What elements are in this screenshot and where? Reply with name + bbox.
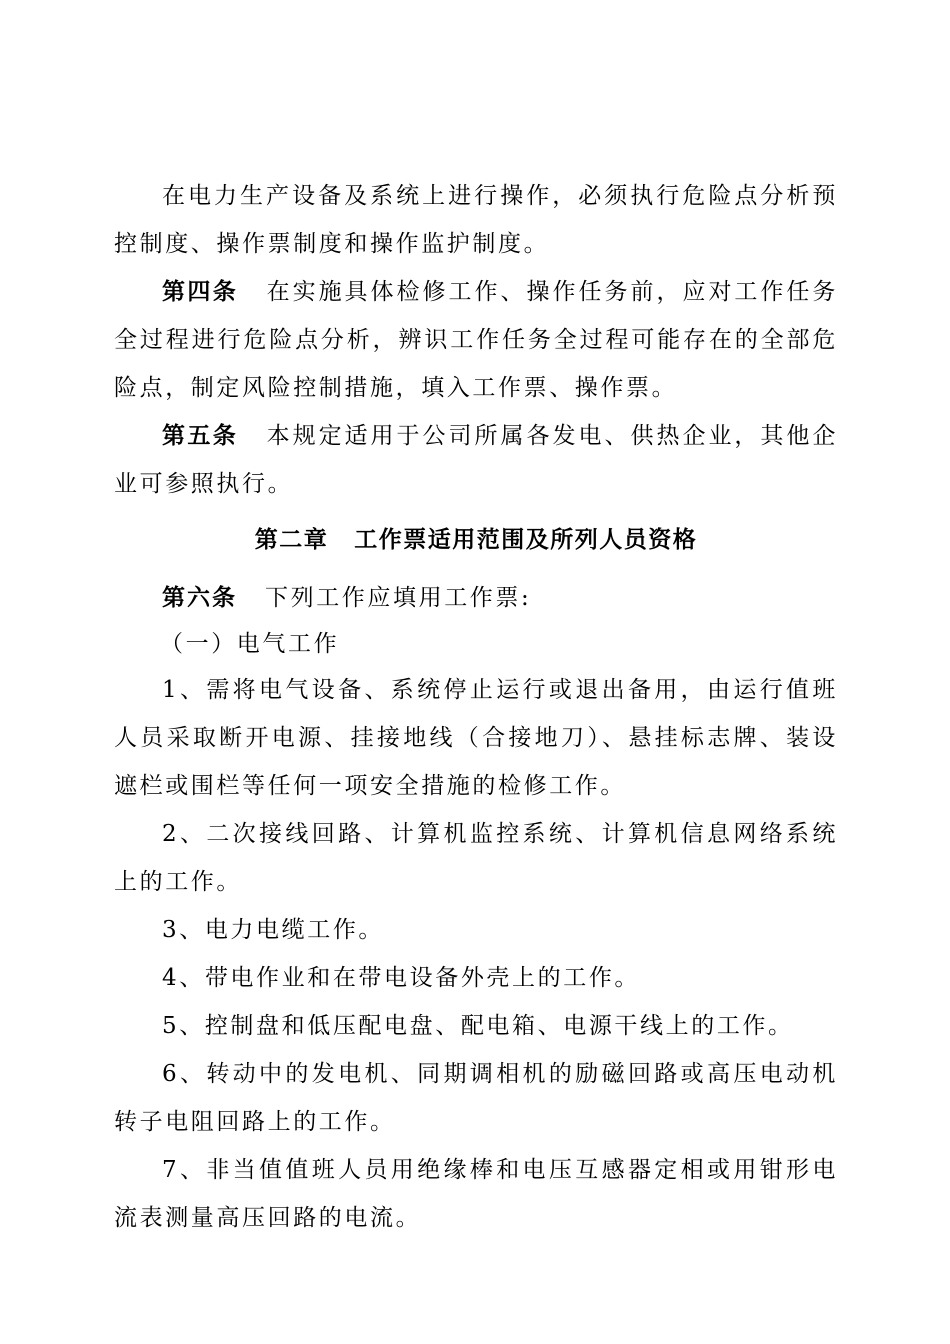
chapter-title: 工作票适用范围及所列人员资格 bbox=[354, 526, 698, 553]
list-item-text: 1、需将电气设备、系统停止运行或退出备用，由运行值班人员采取断开电源、挂接地线（合接地刀）、悬挂标志牌、装设遮栏或围栏等任何一项安全措施的检修工作。 bbox=[114, 677, 838, 799]
section-electrical-work bbox=[114, 622, 838, 666]
list-item-text: 5、控制盘和低压配电盘、配电箱、电源干线上的工作。 bbox=[162, 1013, 794, 1039]
list-item bbox=[114, 1002, 838, 1050]
article-6-label: 第六条 bbox=[162, 584, 237, 611]
list-item-text: 3、电力电缆工作。 bbox=[162, 917, 385, 943]
article-6 bbox=[114, 574, 838, 622]
article-5 bbox=[114, 412, 838, 508]
article-5-text: 本规定适用于公司所属各发电、供热企业，其他企业可参照执行。 bbox=[114, 423, 839, 497]
list-item bbox=[114, 1050, 838, 1146]
paragraph-text: 在电力生产设备及系统上进行操作，必须执行危险点分析预控制度、操作票制度和操作监护制度。 bbox=[114, 183, 838, 257]
list-item bbox=[114, 906, 838, 954]
list-item-text: 2、二次接线回路、计算机监控系统、计算机信息网络系统上的工作。 bbox=[114, 821, 838, 895]
article-4-text: 在实施具体检修工作、操作任务前，应对工作任务全过程进行危险点分析，辨识工作任务全过程可能存在的全部危险点，制定风险控制措施，填入工作票、操作票。 bbox=[114, 279, 839, 401]
document-page bbox=[114, 172, 838, 1242]
article-4 bbox=[114, 268, 838, 412]
list-item bbox=[114, 810, 838, 906]
section-title: （一）电气工作 bbox=[160, 631, 340, 657]
chapter-2-heading bbox=[114, 516, 838, 564]
list-item bbox=[114, 954, 838, 1002]
paragraph-operation-rule bbox=[114, 172, 838, 268]
list-item-text: 6、转动中的发电机、同期调相机的励磁回路或高压电动机转子电阻回路上的工作。 bbox=[114, 1061, 838, 1135]
list-item bbox=[114, 666, 838, 810]
article-6-text: 下列工作应填用工作票: bbox=[265, 585, 532, 611]
list-item bbox=[114, 1146, 838, 1242]
list-item-text: 4、带电作业和在带电设备外壳上的工作。 bbox=[162, 965, 641, 991]
article-4-label: 第四条 bbox=[162, 278, 239, 305]
list-item-text: 7、非当值值班人员用绝缘棒和电压互感器定相或用钳形电流表测量高压回路的电流。 bbox=[114, 1157, 838, 1231]
chapter-number: 第二章 bbox=[254, 526, 329, 553]
article-5-label: 第五条 bbox=[162, 422, 239, 449]
